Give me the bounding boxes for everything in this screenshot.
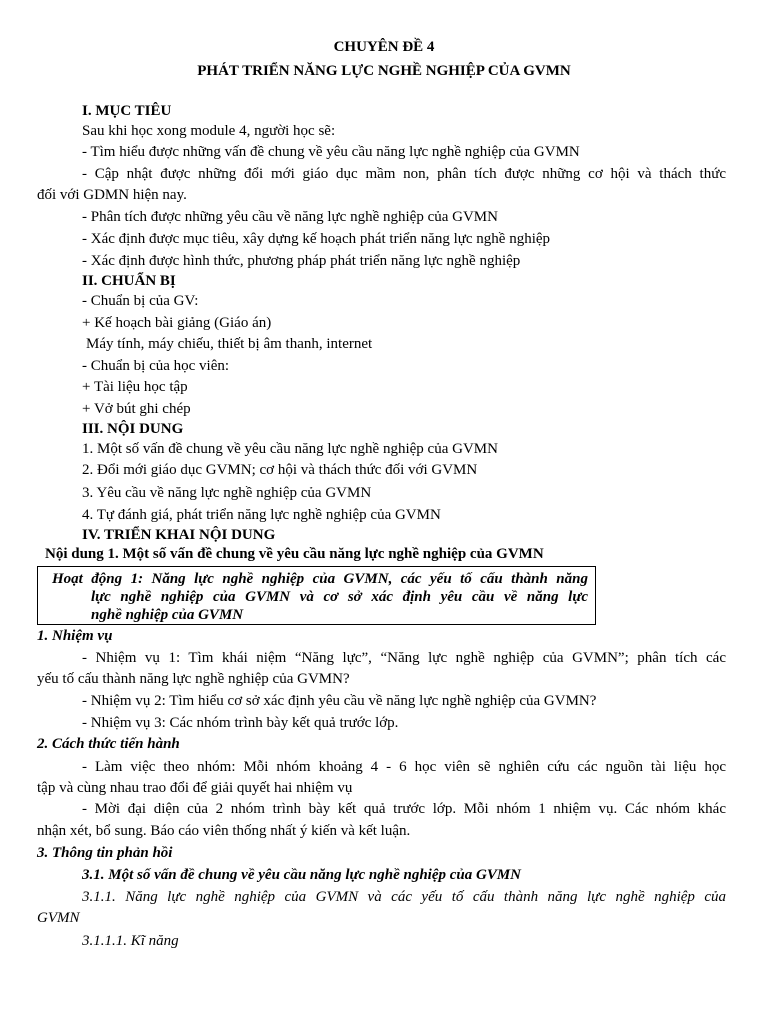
content-item-1: 1. Một số vấn đề chung về yêu cầu năng lực nghề nghiệp của GVMN	[82, 441, 498, 457]
feedback-subheading-3-1: 3.1. Một số vấn đề chung về yêu cầu năng lực nghề nghiệp của GVMN	[82, 867, 522, 883]
section-heading-content: III. NỘI DUNG	[82, 421, 184, 437]
feedback-heading: 3. Thông tin phản hồi	[37, 845, 173, 861]
feedback-subheading-3-1-1: 3.1.1. Năng lực nghề nghiệp của GVMN và các yếu tố cấu thành năng lực nghề nghiệp của	[82, 889, 726, 905]
preparation-line-3: Máy tính, máy chiếu, thiết bị âm thanh, internet	[86, 336, 373, 352]
method-paragraph-1: - Làm việc theo nhóm: Mỗi nhóm khoảng 4 - 6 học viên sẽ nghiên cứu các nguồn tài liệu học	[82, 759, 726, 775]
section-heading-objectives: I. MỤC TIÊU	[82, 103, 172, 119]
objective-item-5: - Xác định được hình thức, phương pháp phát triển năng lực nghề nghiệp	[82, 253, 521, 269]
tasks-heading: 1. Nhiệm vụ	[37, 628, 113, 644]
preparation-line-4: - Chuẩn bị của học viên:	[82, 358, 230, 374]
preparation-line-1: - Chuẩn bị của GV:	[82, 293, 199, 309]
method-paragraph-2-cont: nhận xét, bổ sung. Báo cáo viên thống nhất ý kiến và kết luận.	[37, 823, 411, 839]
preparation-line-6: + Vở bút ghi chép	[82, 401, 191, 417]
objective-item-2-cont: đối với GDMN hiện nay.	[37, 187, 187, 203]
task-1: - Nhiệm vụ 1: Tìm khái niệm “Năng lực”, “Năng lực nghề nghiệp của GVMN”; phân tích các	[82, 650, 726, 666]
document-title-line2: PHÁT TRIỂN NĂNG LỰC NGHỀ NGHIỆP CỦA GVMN	[197, 63, 571, 79]
method-paragraph-2: - Mời đại diện của 2 nhóm trình bày kết quả trước lớp. Mỗi nhóm 1 nhiệm vụ. Các nhóm khác	[82, 801, 726, 817]
objectives-intro: Sau khi học xong module 4, người học sẽ:	[82, 123, 336, 139]
content-item-4: 4. Tự đánh giá, phát triển năng lực nghề nghiệp của GVMN	[82, 507, 441, 523]
preparation-line-5: + Tài liệu học tập	[82, 379, 188, 395]
objective-item-4: - Xác định được mục tiêu, xây dựng kế hoạch phát triển năng lực nghề nghiệp	[82, 231, 551, 247]
section-heading-preparation: II. CHUẨN BỊ	[82, 273, 176, 289]
activity-box-line-3: nghề nghiệp của GVMN	[91, 607, 244, 623]
section-heading-implementation: IV. TRIỂN KHAI NỘI DUNG	[82, 527, 276, 543]
document-title-line1: CHUYÊN ĐỀ 4	[333, 39, 435, 55]
preparation-line-2: + Kế hoạch bài giảng (Giáo án)	[82, 315, 272, 331]
activity-box-line-1: Hoạt động 1: Năng lực nghề nghiệp của GVMN, các yếu tố cấu thành năng	[52, 571, 588, 587]
activity-box	[37, 566, 596, 625]
objective-item-3: - Phân tích được những yêu cầu về năng lực nghề nghiệp của GVMN	[82, 209, 498, 225]
feedback-subheading-3-1-1-cont: GVMN	[37, 910, 80, 926]
task-2: - Nhiệm vụ 2: Tìm hiểu cơ sở xác định yêu cầu về năng lực nghề nghiệp của GVMN?	[82, 693, 597, 709]
task-1-cont: yếu tố cấu thành năng lực nghề nghiệp của GVMN?	[37, 671, 350, 687]
objective-item-2: - Cập nhật được những đổi mới giáo dục mầm non, phân tích được những cơ hội và thách thức	[82, 166, 726, 182]
objective-item-1: - Tìm hiểu được những vấn đề chung về yêu cầu năng lực nghề nghiệp của GVMN	[82, 144, 580, 160]
feedback-subheading-3-1-1-1: 3.1.1.1. Kĩ năng	[82, 933, 179, 949]
activity-box-line-2: lực nghề nghiệp của GVMN và cơ sở xác định yêu cầu về năng lực	[91, 589, 588, 605]
content-item-2: 2. Đổi mới giáo dục GVMN; cơ hội và thách thức đối với GVMN	[82, 462, 478, 478]
content-1-title: Nội dung 1. Một số vấn đề chung về yêu cầu năng lực nghề nghiệp của GVMN	[45, 546, 544, 562]
method-paragraph-1-cont: tập và cùng nhau trao đổi để giải quyết hai nhiệm vụ	[37, 780, 353, 796]
content-item-3: 3. Yêu cầu về năng lực nghề nghiệp của GVMN	[82, 485, 372, 501]
method-heading: 2. Cách thức tiến hành	[37, 736, 180, 752]
task-3: - Nhiệm vụ 3: Các nhóm trình bày kết quả trước lớp.	[82, 715, 399, 731]
